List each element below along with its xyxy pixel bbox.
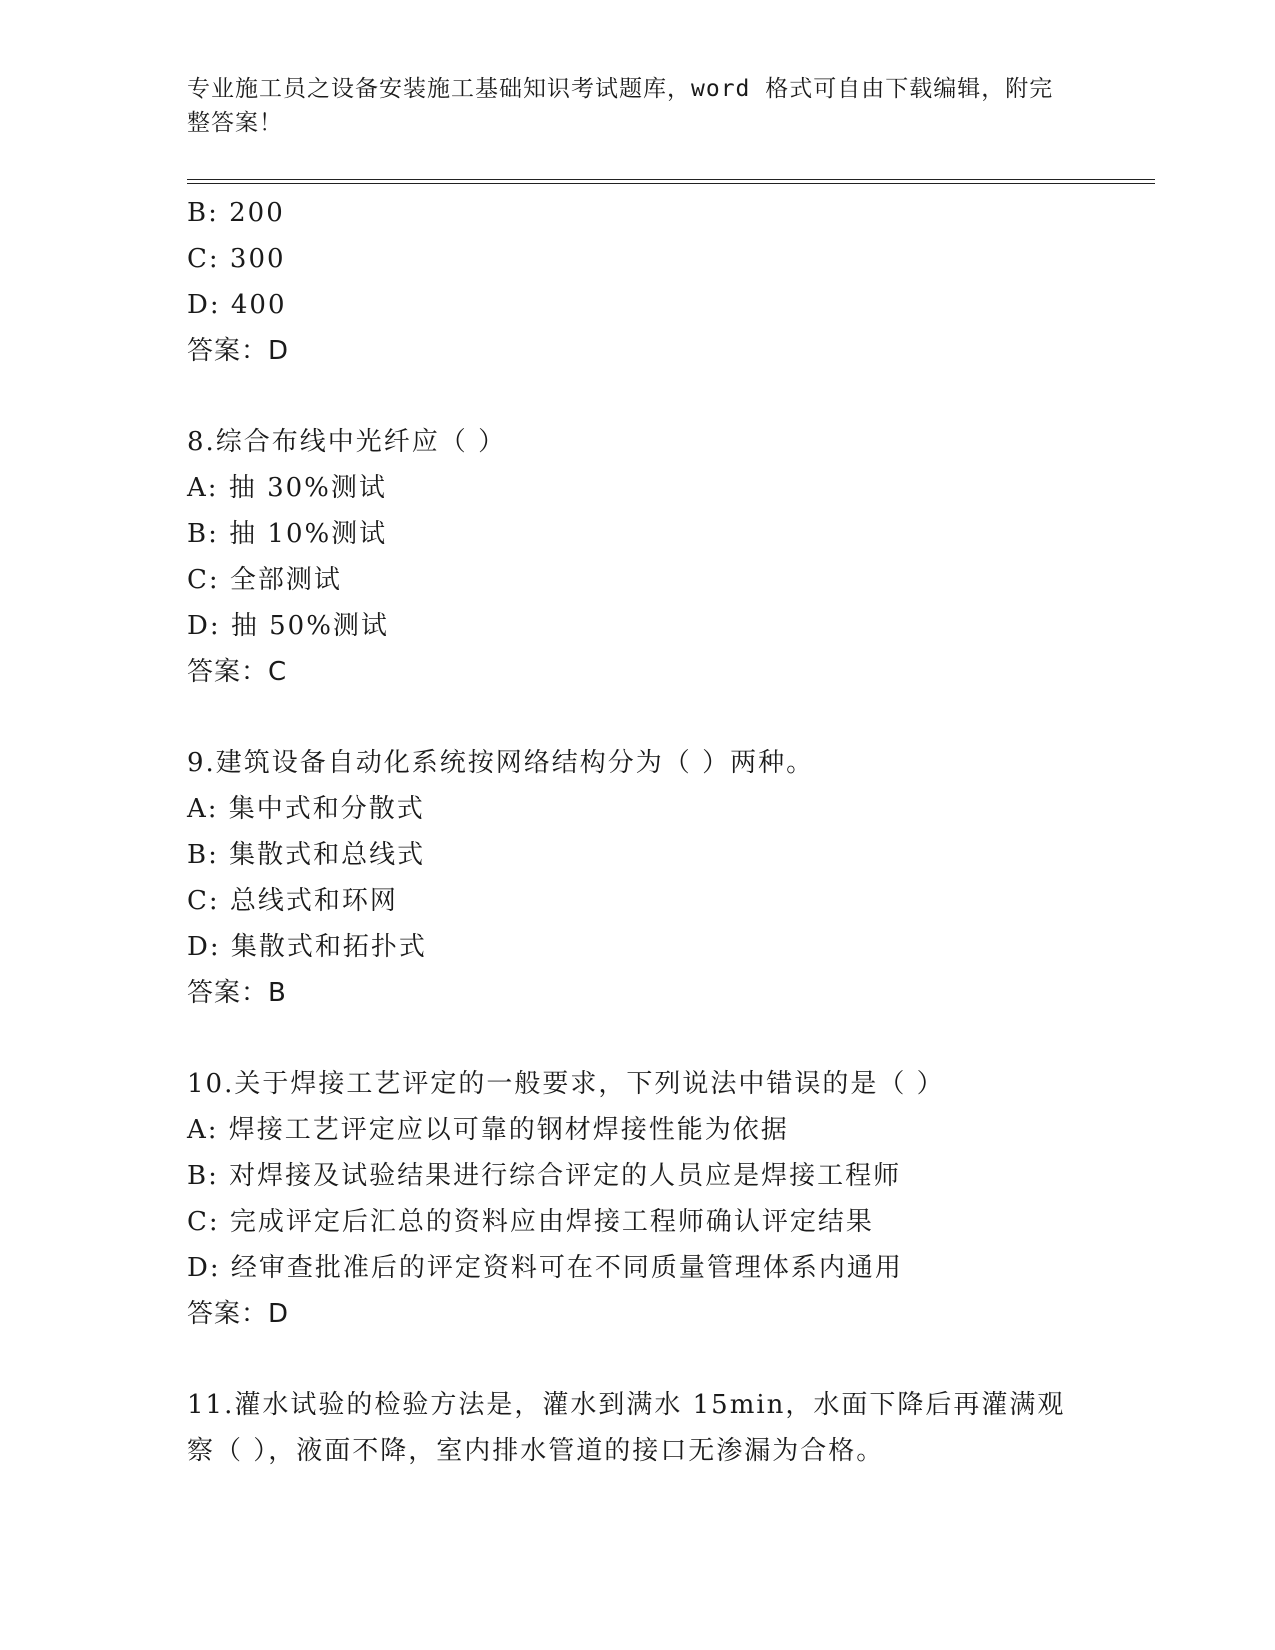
option-d: D: 经审查批准后的评定资料可在不同质量管理体系内通用 — [187, 1253, 903, 1283]
question-9 — [187, 740, 1107, 1016]
question-list — [187, 190, 1107, 1474]
header-divider-top — [187, 179, 1155, 180]
question-stem-line-1: 11.灌水试验的检验方法是，灌水到满水 15min，水面下降后再灌满观 — [187, 1390, 1066, 1420]
answer-line: 答案：C — [187, 657, 288, 687]
option-d: D: 抽 50%测试 — [187, 611, 389, 641]
question-stem: 9.建筑设备自动化系统按网络结构分为（ ）两种。 — [187, 748, 815, 778]
option-a: A: 抽 30%测试 — [187, 473, 387, 503]
header-divider-bottom — [187, 183, 1155, 184]
question-stem: 8.综合布线中光纤应（ ） — [187, 427, 507, 457]
question-7-tail — [187, 190, 1107, 374]
option-b: B: 对焊接及试验结果进行综合评定的人员应是焊接工程师 — [187, 1161, 902, 1191]
option-c: C: 总线式和环网 — [187, 886, 398, 916]
option-b: B: 200 — [187, 198, 285, 228]
option-c: C: 300 — [187, 244, 286, 274]
option-a: A: 焊接工艺评定应以可靠的钢材焊接性能为依据 — [187, 1115, 789, 1145]
answer-line: 答案：D — [187, 336, 290, 366]
option-d: D: 400 — [187, 290, 287, 320]
option-c: C: 全部测试 — [187, 565, 342, 595]
option-c: C: 完成评定后汇总的资料应由焊接工程师确认评定结果 — [187, 1207, 874, 1237]
spacer — [187, 695, 1107, 740]
option-b: B: 集散式和总线式 — [187, 840, 426, 870]
option-d: D: 集散式和拓扑式 — [187, 932, 427, 962]
answer-line: 答案：B — [187, 978, 287, 1008]
question-stem-line-2: 察（ ），液面不降，室内排水管道的接口无渗漏为合格。 — [187, 1436, 885, 1466]
header-line-1: 专业施工员之设备安装施工基础知识考试题库，word 格式可自由下载编辑，附完 — [187, 76, 1054, 102]
question-8 — [187, 419, 1107, 695]
question-11 — [187, 1382, 1107, 1474]
answer-line: 答案：D — [187, 1299, 290, 1329]
spacer — [187, 374, 1107, 419]
spacer — [187, 1337, 1107, 1382]
header-line-2: 整答案！ — [187, 110, 283, 136]
option-b: B: 抽 10%测试 — [187, 519, 388, 549]
document-header — [187, 72, 1067, 140]
option-a: A: 集中式和分散式 — [187, 794, 425, 824]
spacer — [187, 1016, 1107, 1061]
question-stem: 10.关于焊接工艺评定的一般要求，下列说法中错误的是（ ） — [187, 1069, 945, 1099]
question-10 — [187, 1061, 1107, 1337]
